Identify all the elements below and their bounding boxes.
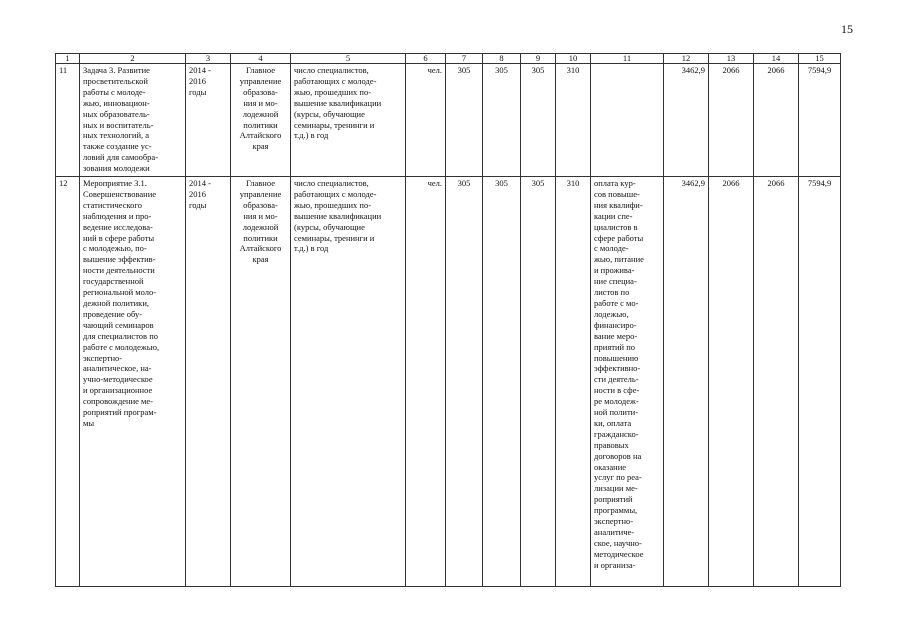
- column-header-12: 12: [664, 54, 709, 64]
- column-header-8: 8: [483, 54, 521, 64]
- value-col-9: 305: [521, 177, 556, 587]
- row-number: 11: [56, 64, 80, 177]
- value-col-15: 7594,9: [799, 177, 841, 587]
- column-header-11: 11: [591, 54, 664, 64]
- page-number: 15: [841, 22, 853, 36]
- unit: чел.: [406, 64, 446, 177]
- column-header-9: 9: [521, 54, 556, 64]
- column-header-10: 10: [556, 54, 591, 64]
- indicator: число специалистов, работающих с молоде- жью, прошедших по- вышение квалификации (курсы, обучающие семинары, тренинги и т.д.) в год: [294, 65, 382, 141]
- task-name: Задача 3. Развитие просветительской работы с молоде- жью, инновацион- ных образователь- ных и воспитатель- ных технологий, а также создание ус- ловий для самообра- зования молодежи: [83, 65, 159, 174]
- column-header-7: 7: [446, 54, 483, 64]
- value-col-8: 305: [483, 64, 521, 177]
- period: 2014 - 2016 годы: [189, 65, 211, 97]
- value-col-12: 3462,9: [664, 64, 709, 177]
- value-col-13: 2066: [709, 177, 754, 587]
- column-header-14: 14: [754, 54, 799, 64]
- period: 2014 - 2016 годы: [189, 178, 211, 210]
- value-col-10: 310: [556, 177, 591, 587]
- program-table: [55, 53, 841, 587]
- column-header-15: 15: [799, 54, 841, 64]
- value-col-14: 2066: [754, 64, 799, 177]
- unit: чел.: [406, 177, 446, 587]
- column-header-1: 1: [56, 54, 80, 64]
- executor: Главное управление образова- ния и мо- лодежной политики Алтайского края: [239, 178, 282, 265]
- column-header-6: 6: [406, 54, 446, 64]
- header-row: [56, 54, 841, 64]
- column-header-13: 13: [709, 54, 754, 64]
- column-header-5: 5: [291, 54, 406, 64]
- table-row: [56, 64, 841, 177]
- value-col-14: 2066: [754, 177, 799, 587]
- value-col-13: 2066: [709, 64, 754, 177]
- column-header-3: 3: [186, 54, 231, 64]
- value-col-9: 305: [521, 64, 556, 177]
- note: оплата кур- сов повыше- ния квалифи- кации спе- циалистов в сфере работы с молоде- жью, питание и прожива- ние специа- листов по работе с мо- лодежью, финансиро- вание меро- приятий по повышению эффективно- сти деятель- ности в сфе- ре молодеж- ной полити- ки, оплата гражданско- правовых договоров на оказание услуг по реа- лизации ме- роприятий программы, экспертно- аналитиче- ское, научно- методическое и организа-: [594, 178, 644, 570]
- value-col-10: 310: [556, 64, 591, 177]
- executor: Главное управление образова- ния и мо- лодежной политики Алтайского края: [239, 65, 282, 152]
- indicator: число специалистов, работающих с молоде- жью, прошедших по- вышение квалификации (курсы, обучающие семинары, тренинги и т.д.) в год: [294, 178, 382, 254]
- table-row: [56, 177, 841, 587]
- value-col-7: 305: [446, 177, 483, 587]
- value-col-7: 305: [446, 64, 483, 177]
- value-col-12: 3462,9: [664, 177, 709, 587]
- value-col-8: 305: [483, 177, 521, 587]
- value-col-15: 7594,9: [799, 64, 841, 177]
- task-name: Мероприятие 3.1. Совершенствование статистического наблюдения и про- ведение исследова- ний в сфере работы с молодежью, по- вышение эффектив- ности деятельности государственной региональной моло- дежной политики, проведение обу- чающий семинаров для специалистов по работе с молодежью, экспертно- аналитическое, на- учно-методическое и организационное сопровождение ме- роприятий програм- мы: [83, 178, 160, 428]
- column-header-2: 2: [80, 54, 186, 64]
- column-header-4: 4: [231, 54, 291, 64]
- row-number: 12: [56, 177, 80, 587]
